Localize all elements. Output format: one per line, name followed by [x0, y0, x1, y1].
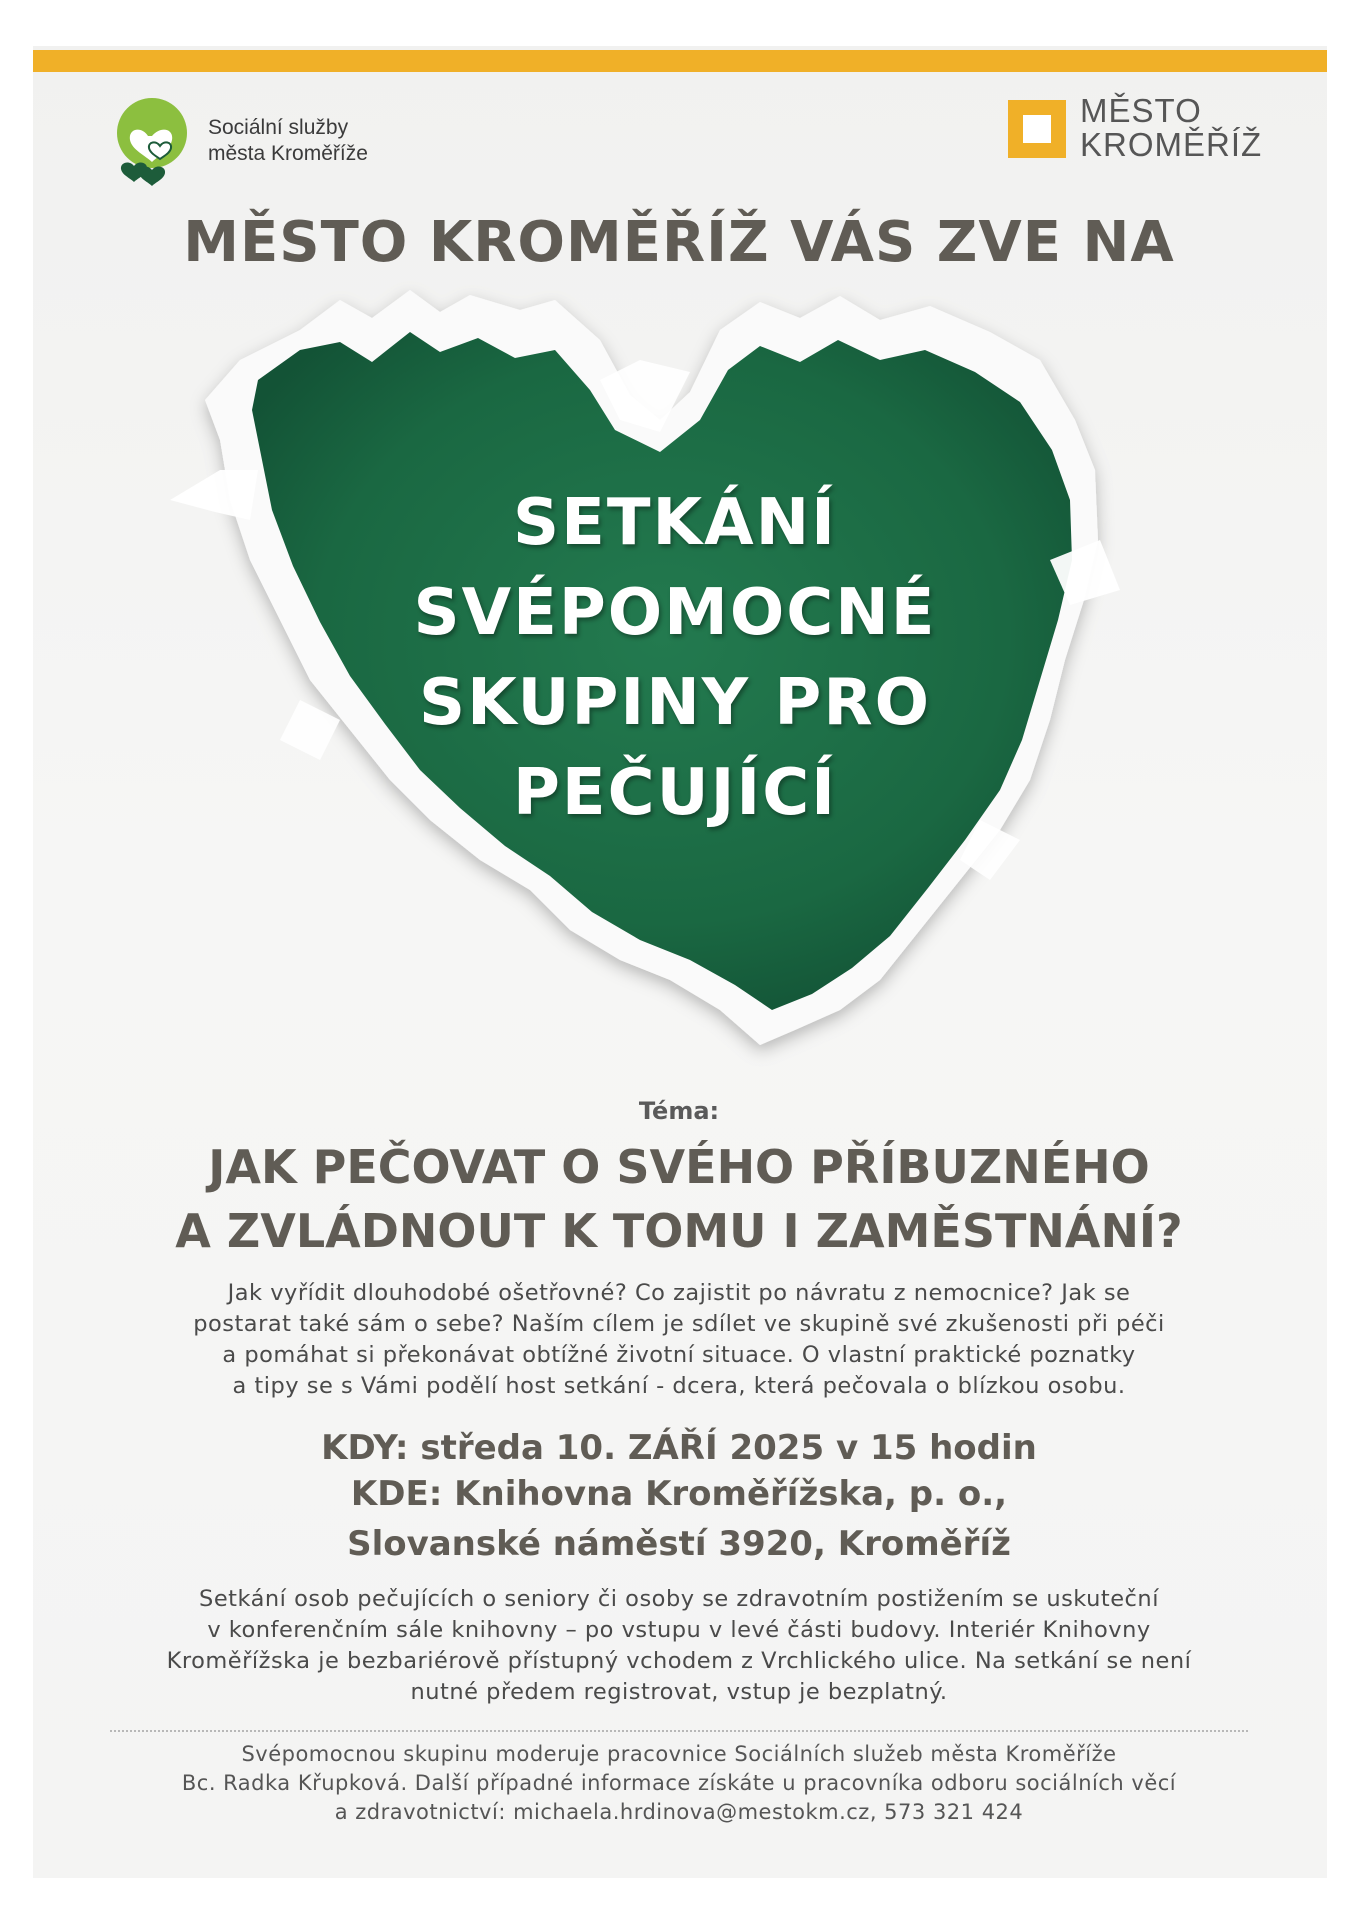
logo-right-line2: KROMĚŘÍŽ [1080, 126, 1263, 163]
invitation-heading: MĚSTO KROMĚŘÍŽ VÁS ZVE NA [183, 210, 1175, 275]
heart-title-line4: PEČUJÍCÍ [513, 756, 837, 830]
footer-line: a zdravotnictví: michaela.hrdinova@mestokm.cz, 573 321 424 [334, 1800, 1024, 1824]
intro-line: postarat také sám o sebe? Naším cílem je sdílet ve skupině své zkušenosti při péči [193, 1311, 1165, 1337]
footer-line: Bc. Radka Křupková. Další případné informace získáte u pracovníka odboru sociálních věcí [181, 1771, 1177, 1795]
event-where-line2: Slovanské náměstí 3920, Kroměříž [347, 1524, 1011, 1564]
heart-title-line3: SKUPINY PRO [418, 666, 932, 740]
intro-line: a pomáhat si překonávat obtížné životní situace. O vlastní praktické poznatky [222, 1342, 1136, 1368]
topic-title-line1: JAK PEČOVAT O SVÉHO PŘÍBUZNÉHO [208, 1140, 1150, 1194]
details-line: v konferenčním sále knihovny – po vstupu v levé části budovy. Interiér Knihovny [207, 1617, 1151, 1643]
event-where-line1: KDE: Knihovna Kroměřížska, p. o., [350, 1474, 1008, 1514]
event-when: KDY: středa 10. ZÁŘÍ 2025 v 15 hodin [321, 1428, 1037, 1468]
heart-title-line1: SETKÁNÍ [513, 486, 837, 560]
footer-line: Svépomocnou skupinu moderuje pracovnice Sociálních služeb města Kroměříže [241, 1742, 1117, 1766]
footer-contact [80, 1740, 1278, 1827]
intro-paragraph [80, 1278, 1278, 1402]
logo-left-line2: města Kroměříže [208, 142, 368, 165]
heart-title-line2: SVÉPOMOCNÉ [413, 576, 937, 650]
topic-label: Téma: [638, 1097, 720, 1125]
details-line: nutné předem registrovat, vstup je bezplatný. [410, 1679, 948, 1705]
details-line: Kroměřížska je bezbariérově přístupný vchodem z Vrchlického ulice. Na setkání se není [166, 1648, 1192, 1674]
dotted-divider [110, 1730, 1248, 1732]
topic-title-line2: A ZVLÁDNOUT K TOMU I ZAMĚSTNÁNÍ? [175, 1204, 1183, 1258]
logo-right-line1: MĚSTO [1080, 92, 1202, 129]
intro-line: Jak vyřídit dlouhodobé ošetřovné? Co zajistit po návratu z nemocnice? Jak se [227, 1280, 1131, 1306]
logo-left-line1: Sociální služby [208, 116, 349, 139]
details-paragraph [80, 1584, 1278, 1708]
intro-line: a tipy se s Vámi podělí host setkání - dcera, která pečovala o blízkou osobu. [232, 1373, 1126, 1399]
details-line: Setkání osob pečujících o seniory či osoby se zdravotním postižením se uskuteční [199, 1586, 1159, 1612]
